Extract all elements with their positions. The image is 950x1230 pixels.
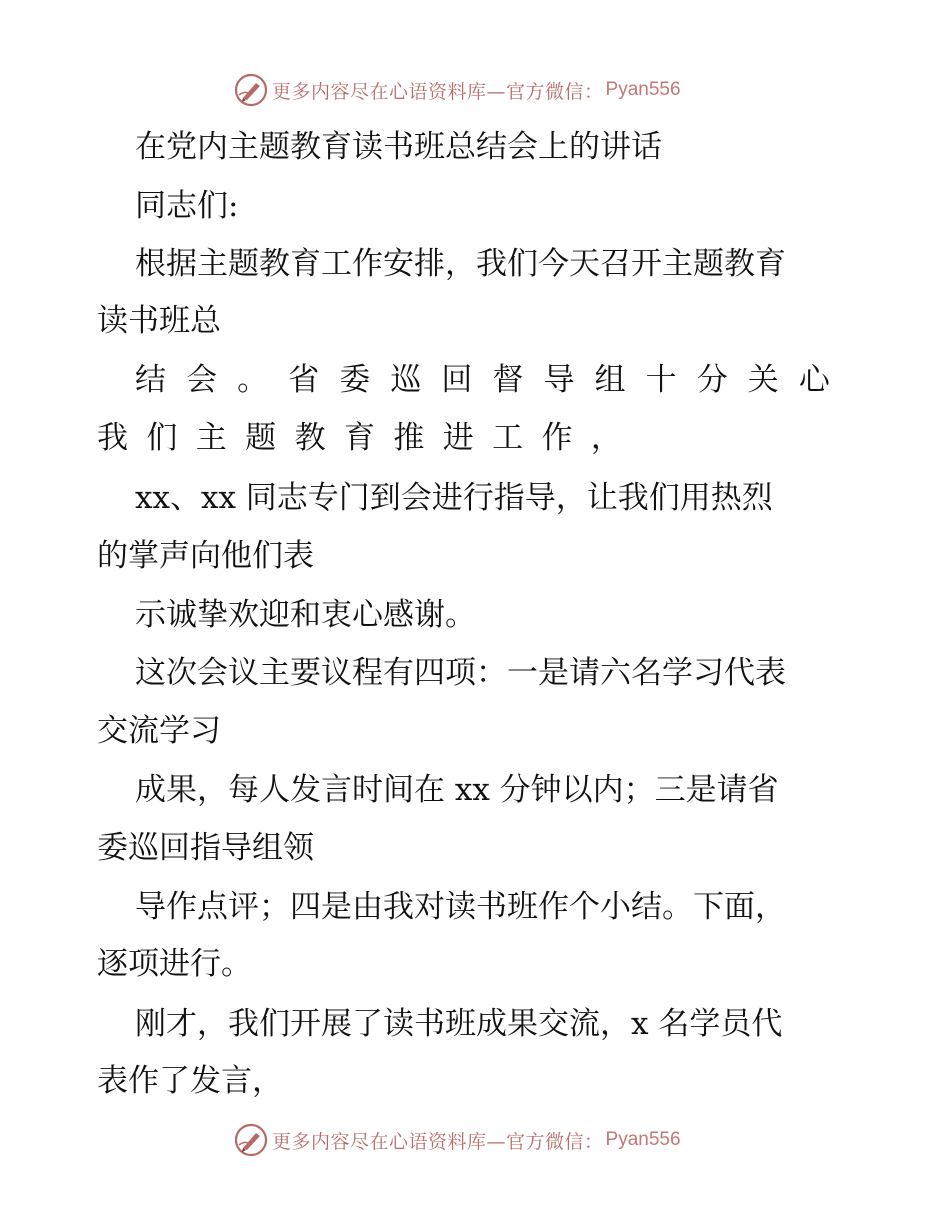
paragraph-line: 成果，每人发言时间在 xx 分钟以内；三是请省 bbox=[135, 772, 779, 808]
paragraph-line-justified: 结 会 。 省 委 巡 回 督 导 组 十 分 关 心 bbox=[135, 362, 830, 398]
paragraph-line-justified: 我 们 主 题 教 育 推 进 工 作 ， bbox=[97, 420, 622, 456]
paragraph-line: 读书班总 bbox=[97, 303, 221, 339]
pen-logo-icon bbox=[234, 1123, 268, 1157]
watermark-wechat-id: Pyan556 bbox=[605, 79, 681, 100]
watermark-text: 更多内容尽在心语资料库—官方微信： bbox=[272, 80, 604, 103]
paragraph-line: 刚才，我们开展了读书班成果交流，x 名学员代 bbox=[135, 1006, 783, 1042]
watermark-text: 更多内容尽在心语资料库—官方微信： bbox=[272, 1130, 604, 1153]
paragraph-line: 根据主题教育工作安排，我们今天召开主题教育 bbox=[135, 246, 786, 282]
paragraph-line: 导作点评；四是由我对读书班作个小结。下面， bbox=[135, 889, 786, 925]
paragraph-line: xx、xx 同志专门到会进行指导，让我们用热烈 bbox=[135, 480, 773, 516]
paragraph-line: 表作了发言， bbox=[97, 1063, 283, 1099]
paragraph-line: 示诚挚欢迎和衷心感谢。 bbox=[135, 597, 476, 633]
paragraph-line: 的掌声向他们表 bbox=[97, 538, 314, 574]
paragraph-line: 交流学习 bbox=[97, 713, 221, 749]
speech-title: 在党内主题教育读书班总结会上的讲话 bbox=[135, 129, 662, 165]
watermark-wechat-id: Pyan556 bbox=[605, 1129, 681, 1150]
paragraph-line: 逐项进行。 bbox=[97, 946, 252, 982]
paragraph-line: 委巡回指导组领 bbox=[97, 830, 314, 866]
salutation: 同志们: bbox=[135, 188, 239, 224]
watermark-banner-bottom bbox=[234, 1122, 681, 1158]
paragraph-line: 这次会议主要议程有四项：一是请六名学习代表 bbox=[135, 655, 786, 691]
